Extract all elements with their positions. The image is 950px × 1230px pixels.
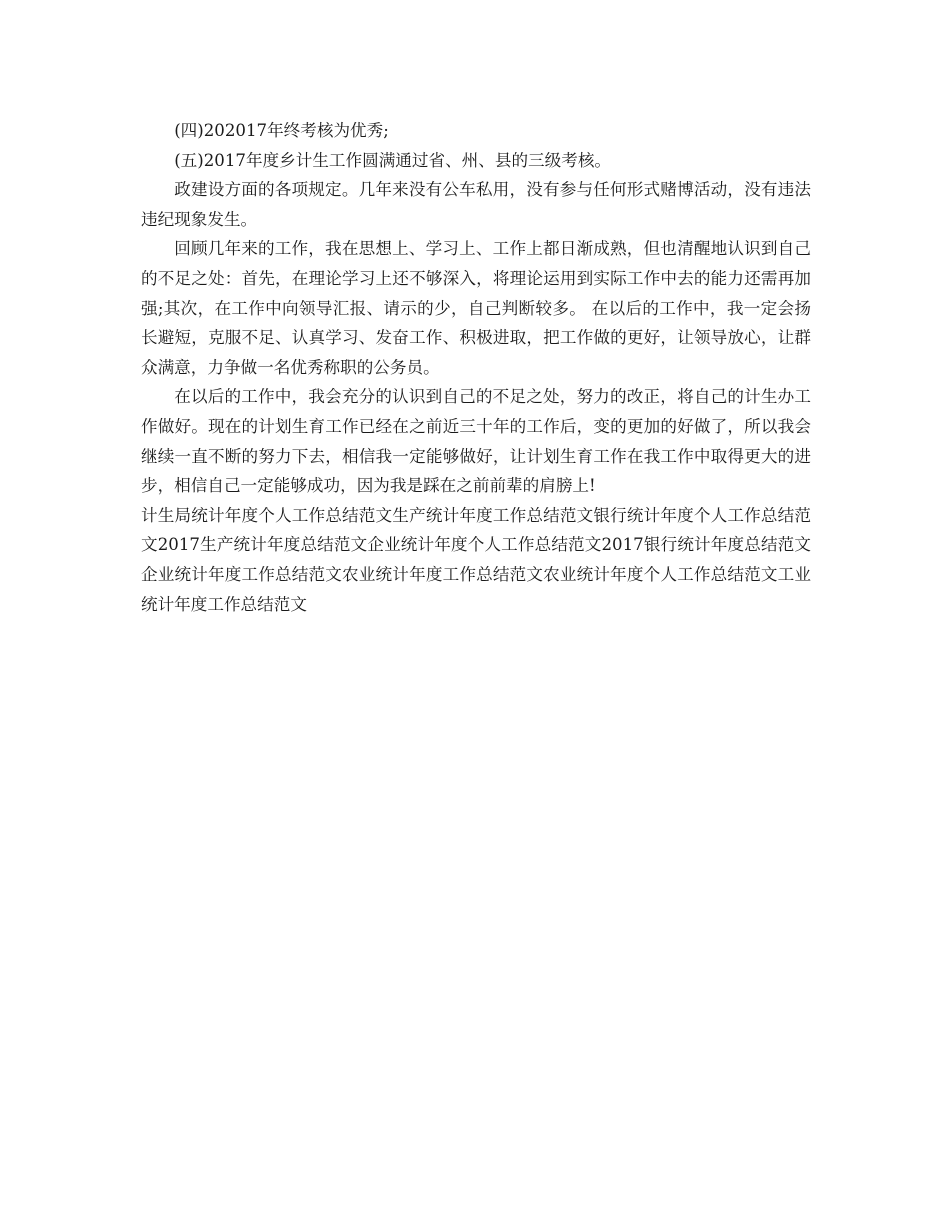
document-page: [141, 116, 811, 619]
item-five: (五)2017年度乡计生工作圆满通过省、州、县的三级考核。: [174, 150, 612, 170]
paragraph-review: 回顾几年来的工作，我在思想上、学习上、工作上都日渐成熟，但也清醒地认识到自己的不足之处：首先，在理论学习上还不够深入，将理论运用到实际工作中去的能力还需再加强;其次，在工作中向领导汇报、请示的少，自己判断较多。 在以后的工作中，我一定会扬长避短，克服不足、认真学习、发奋工作、积极进取，把工作做的更好，让领导放心，让群众满意，力争做一名优秀称职的公务员。: [141, 239, 811, 377]
paragraph-discipline: 政建设方面的各项规定。几年来没有公车私用，没有参与任何形式赌博活动，没有违法违纪现象发生。: [141, 180, 811, 229]
paragraph-future: 在以后的工作中，我会充分的认识到自己的不足之处，努力的改正，将自己的计生办工作做好。现在的计划生育工作已经在之前近三十年的工作后，变的更加的好做了，所以我会继续一直不断的努力下去，相信我一定能够做好，让计划生育工作在我工作中取得更大的进步，相信自己一定能够成功，因为我是踩在之前前辈的肩膀上!: [141, 387, 811, 496]
item-four: (四)202017年终考核为优秀;: [174, 121, 389, 140]
related-keywords: 计生局统计年度个人工作总结范文生产统计年度工作总结范文银行统计年度个人工作总结范文2017生产统计年度总结范文企业统计年度个人工作总结范文2017银行统计年度总结范文企业统计年度工作总结范文农业统计年度工作总结范文农业统计年度个人工作总结范文工业统计年度工作总结范文: [141, 505, 811, 614]
